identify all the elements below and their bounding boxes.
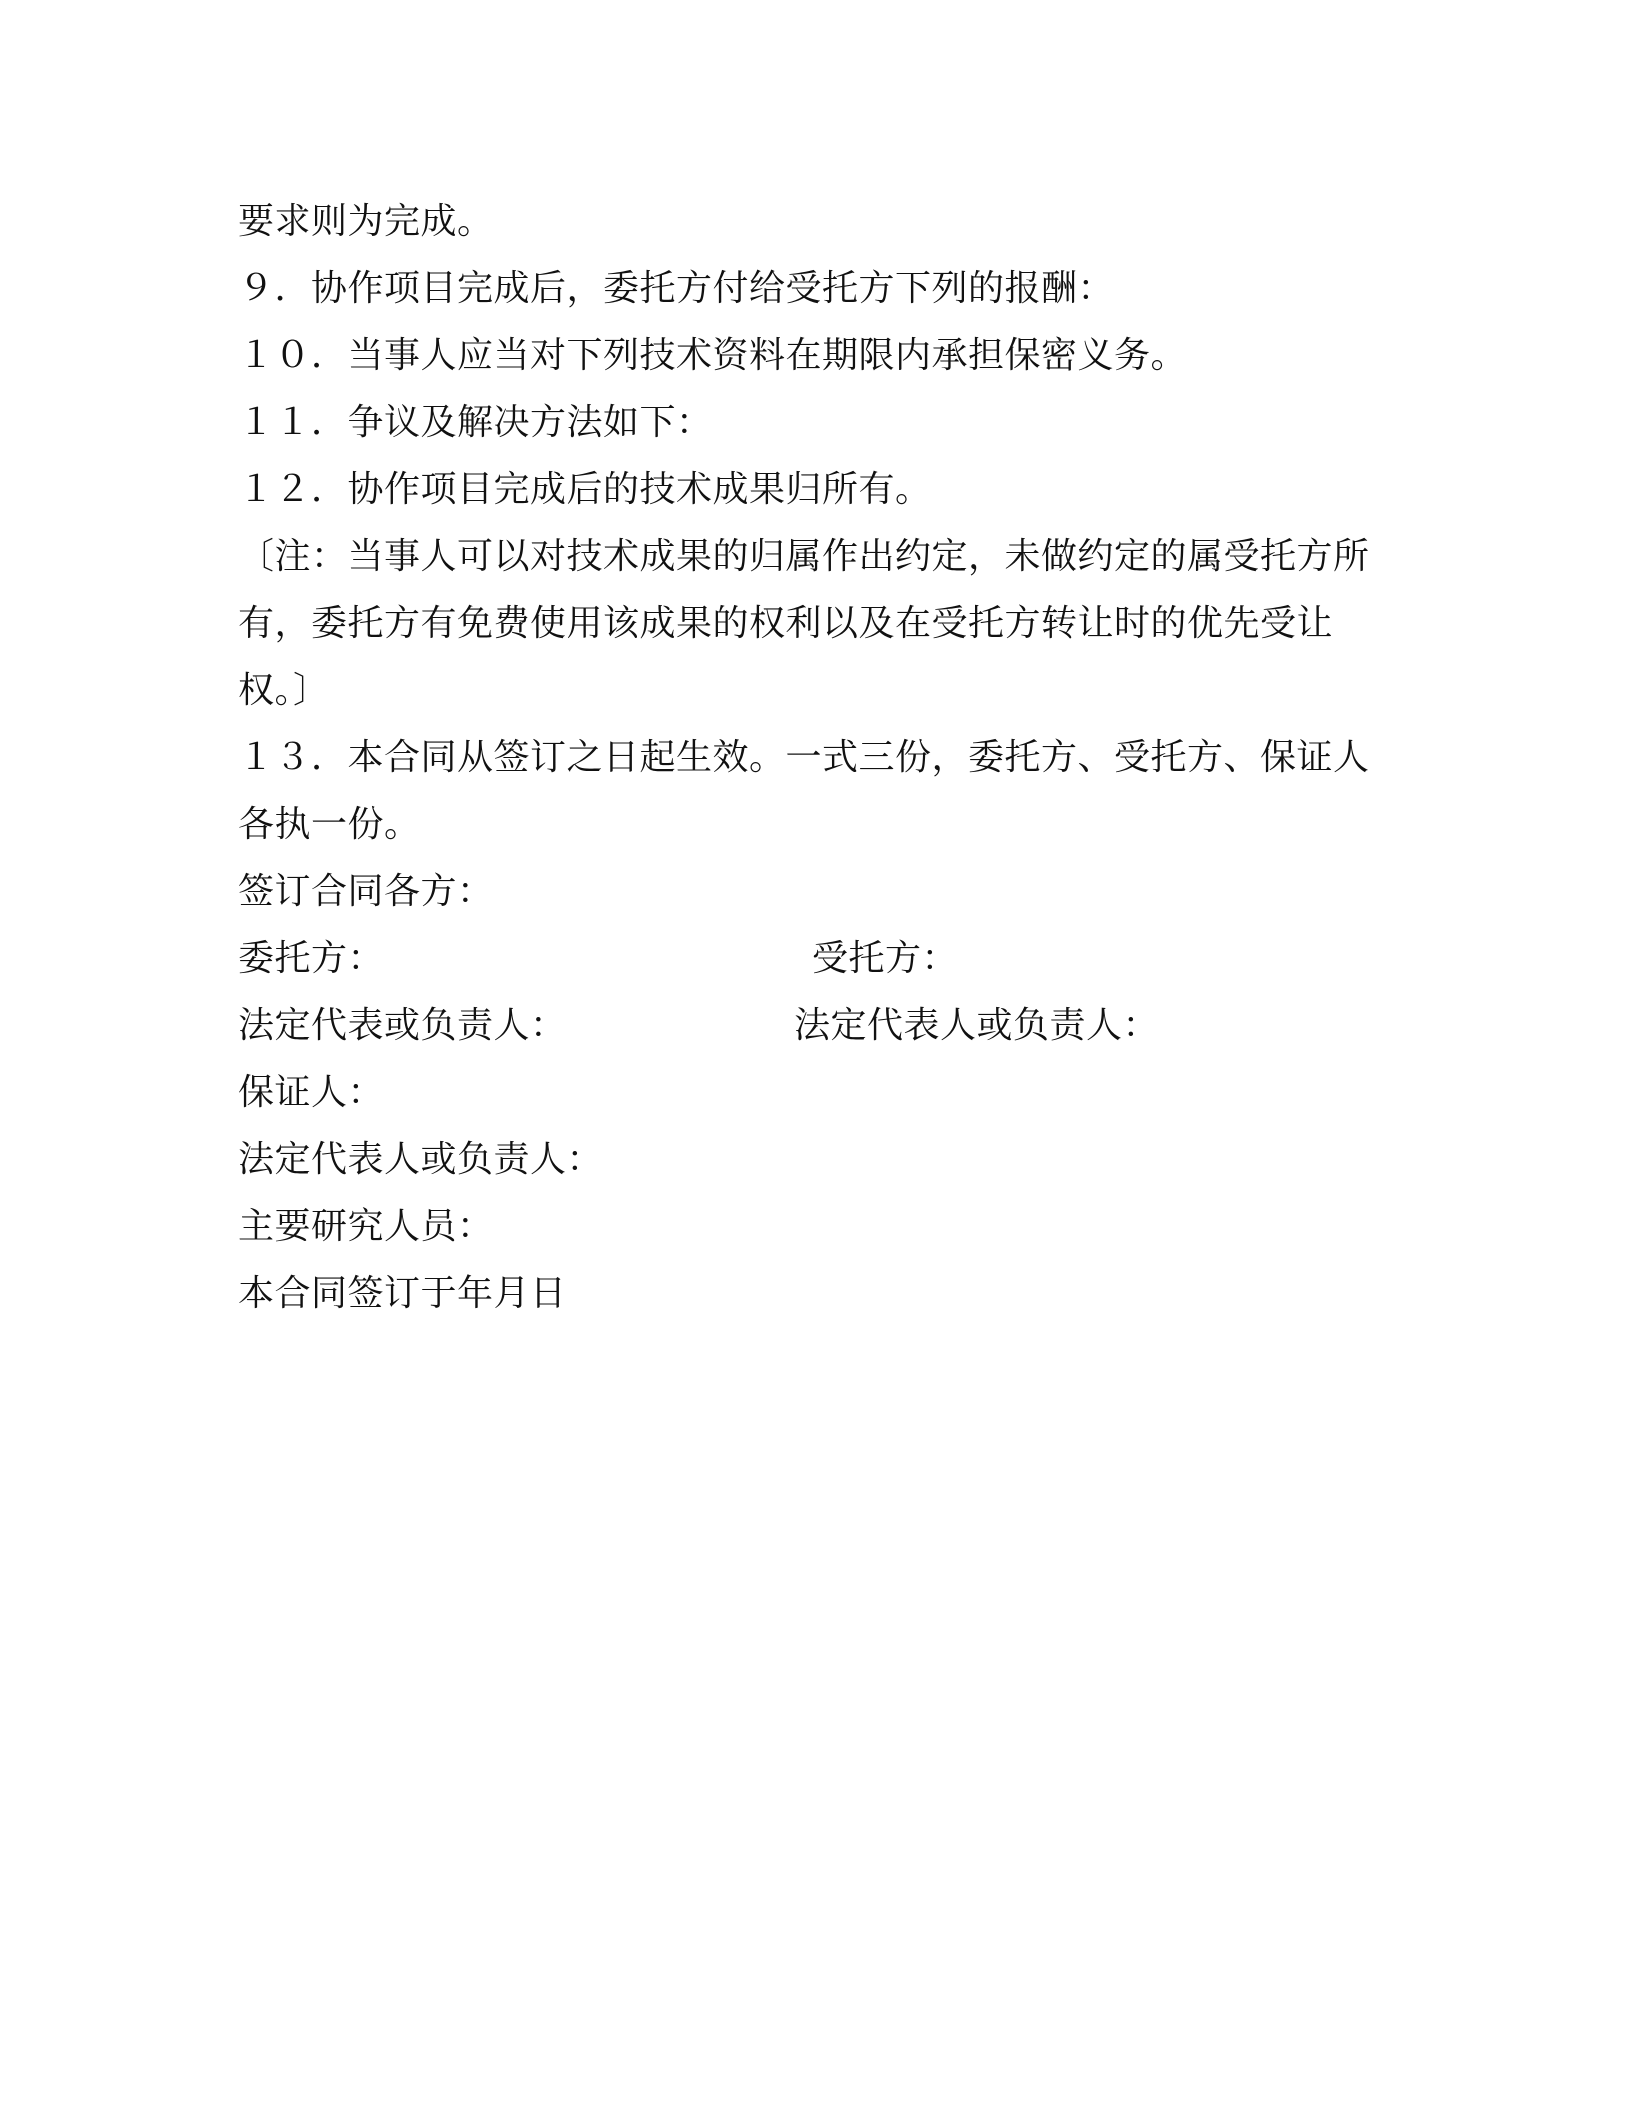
clause-10: １０．当事人应当对下列技术资料在期限内承担保密义务。 <box>238 335 1188 376</box>
text-line: 要求则为完成。 <box>238 201 494 242</box>
signature-row-representatives <box>238 992 1394 1059</box>
parties-heading: 签订合同各方： <box>238 871 494 912</box>
clause-9: ９．协作项目完成后，委托方付给受托方下列的报酬： <box>238 268 1115 309</box>
guarantor-representative-label: 法定代表人或负责人： <box>238 1139 604 1180</box>
contractor-label: 受托方： <box>812 938 959 979</box>
client-label: 委托方： <box>238 938 385 979</box>
client-representative-label: 法定代表或负责人： <box>238 1005 567 1046</box>
clause-13: １３．本合同从签订之日起生效。一式三份，委托方、受托方、保证人各执一份。 <box>238 737 1370 845</box>
guarantor-label: 保证人： <box>238 1072 385 1113</box>
note-paragraph: 〔注：当事人可以对技术成果的归属作出约定，未做约定的属受托方所有，委托方有免费使用该成果的权利以及在受托方转让时的优先受让权。〕 <box>238 536 1370 711</box>
clause-11: １１．争议及解决方法如下： <box>238 402 713 443</box>
signing-date-line: 本合同签订于年月日 <box>238 1273 567 1314</box>
researchers-label: 主要研究人员： <box>238 1206 494 1247</box>
document-body <box>238 188 1394 1327</box>
signature-row-parties <box>238 925 1394 992</box>
clause-12: １２．协作项目完成后的技术成果归所有。 <box>238 469 932 510</box>
contractor-representative-label: 法定代表人或负责人： <box>794 1005 1160 1046</box>
